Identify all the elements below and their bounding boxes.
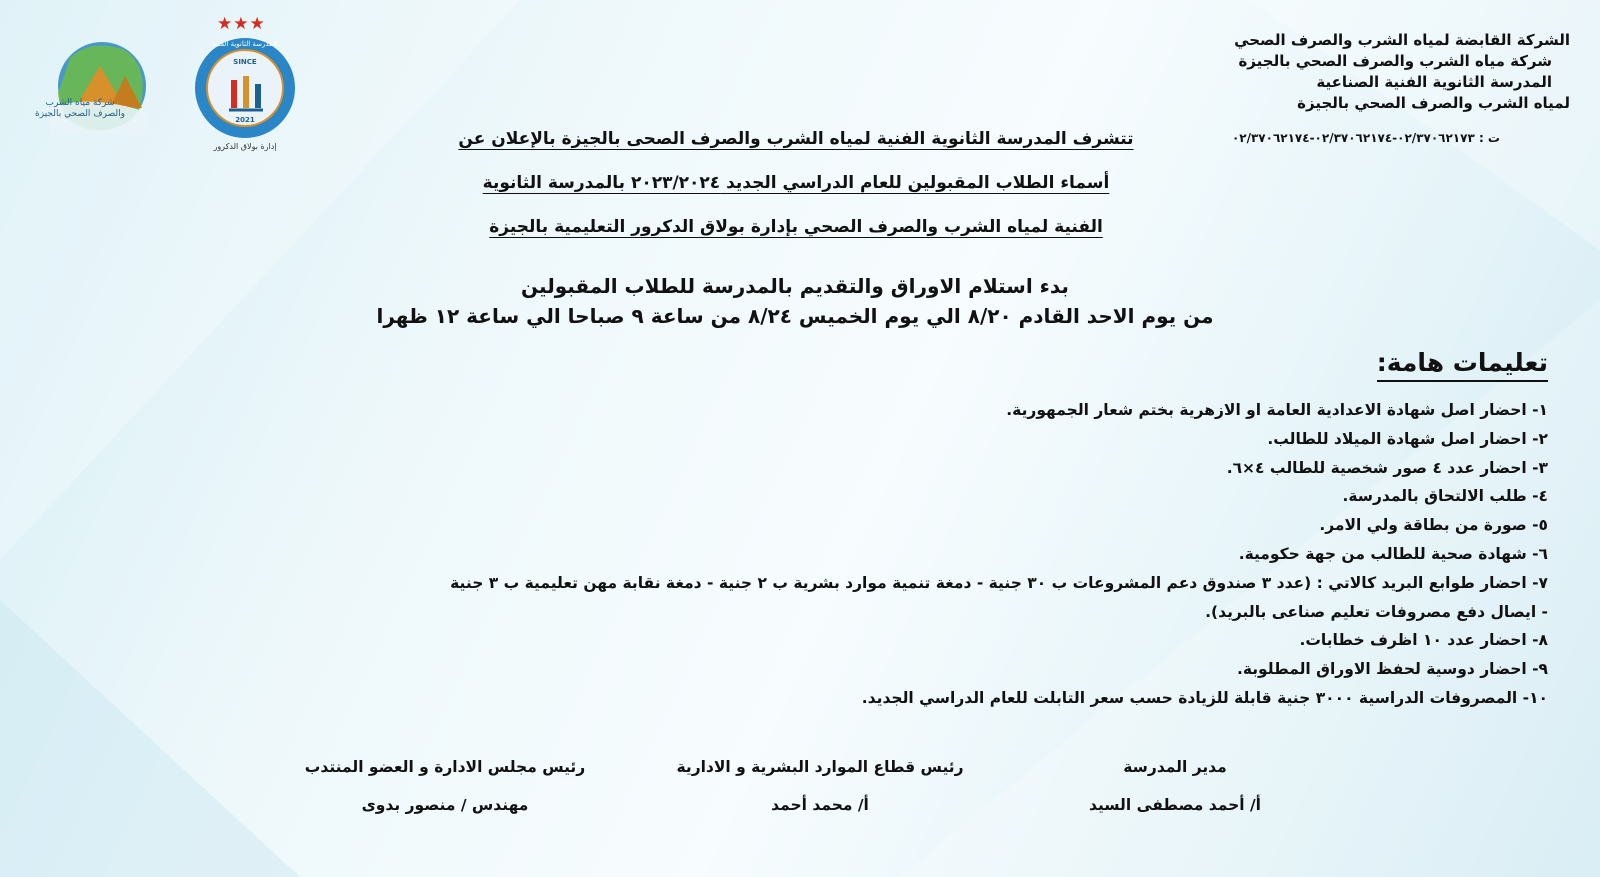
announcement-intro: [440, 128, 1152, 260]
school-logo-year: 2021: [235, 116, 255, 124]
instruction-item: ٥- صورة من بطاقة ولي الامر.: [1319, 516, 1548, 535]
school-emblem-icon: [193, 36, 297, 140]
instructions-title: تعليمات هامة:: [1377, 348, 1548, 382]
holding-company-name: الشركة القابضة لمياه الشرب والصرف الصحي: [1234, 31, 1570, 49]
company-name: شركة مياه الشرب والصرف الصحي بالجيزة: [1238, 52, 1552, 70]
instruction-item: ٣- احضار عدد ٤ صور شخصية للطالب ٤×٦.: [1226, 458, 1548, 477]
school-logo-caption: إدارة بولاق الدكرور: [213, 142, 277, 151]
signature-board-chairman: [285, 756, 605, 816]
school-name-line2: لمياه الشرب والصرف الصحي بالجيزة: [1297, 94, 1570, 112]
instruction-item: ٤- طلب الالتحاق بالمدرسة.: [1342, 487, 1548, 506]
organization-header: [1230, 30, 1570, 149]
school-logo-ring-text: المدرسة الثانوية الفنية: [212, 40, 278, 48]
intro-line-2: أسماء الطلاب المقبولين للعام الدراسي الجديد ٢٠٢٣/٢٠٢٤ بالمدرسة الثانوية: [482, 173, 1110, 193]
instruction-item: ٨- احضار عدد ١٠ اظرف خطابات.: [1299, 631, 1548, 650]
signature-title: رئيس مجلس الادارة و العضو المنتدب: [304, 758, 586, 776]
intro-line-3: الفنية لمياه الشرب والصرف الصحي بإدارة بولاق الدكرور التعليمية بالجيزة: [489, 217, 1103, 237]
signature-hr-head: [660, 756, 980, 816]
instructions-list: [248, 396, 1548, 713]
school-logo-stars: ★★★: [217, 14, 266, 34]
dates-line-2: من يوم الاحد القادم ٨/٢٠ الي يوم الخميس ٨/٢٤ من ساعة ٩ صباحا الي ساعة ١٢ ظهرا: [376, 304, 1214, 328]
company-logo: [30, 38, 162, 134]
signature-title: مدير المدرسة: [1123, 758, 1227, 776]
instruction-item: ٧- احضار طوابع البريد كالاتي : (عدد ٣ صندوق دعم المشروعات ب ٣٠ جنية - دمغة تنمية موارد بشرية ب ٢ جنية - دمغة نقابة مهن تعليمية ب ٣ جنية: [450, 573, 1548, 592]
school-logo: [193, 36, 297, 140]
school-logo-since: SINCE: [233, 58, 257, 66]
instruction-item: ٢- احضار اصل شهادة الميلاد للطالب.: [1267, 429, 1548, 448]
dates-line-1: بدء استلام الاوراق والتقديم بالمدرسة للطلاب المقبولين: [521, 274, 1069, 298]
instruction-item: ٩- احضار دوسية لحفظ الاوراق المطلوبة.: [1236, 660, 1548, 679]
company-logo-text-2: والصرف الصحي بالجيزة: [35, 109, 125, 119]
signature-name: أ/ أحمد مصطفى السيد: [1089, 796, 1261, 814]
phone-numbers: ت : ٠٢/٣٧٠٦٢١٧٣-٠٢/٣٧٠٦٢١٧٤-٠٢/٣٧٠٦٢١٧٤: [1231, 131, 1500, 145]
signature-name: مهندس / منصور بدوى: [361, 796, 529, 814]
school-name: المدرسة الثانوية الفنية الصناعية: [1316, 73, 1552, 91]
company-logo-text-1: شركة مياه الشرب: [45, 98, 115, 108]
instruction-item: ١٠- المصروفات الدراسية ٣٠٠٠ جنية قابلة للزيادة حسب سعر التابلت للعام الدراسي الجديد.: [861, 688, 1548, 707]
instruction-item: ١- احضار اصل شهادة الاعدادية العامة او الازهرية بختم شعار الجمهورية.: [1006, 401, 1548, 419]
submission-dates: [300, 272, 1290, 330]
signature-title: رئيس قطاع الموارد البشرية و الادارية: [676, 758, 964, 776]
instruction-item: ٦- شهادة صحية للطالب من جهة حكومية.: [1238, 544, 1548, 563]
instruction-item: - ايصال دفع مصروفات تعليم صناعى بالبريد).: [1205, 602, 1548, 621]
signature-school-director: [1050, 756, 1300, 816]
intro-line-1: تتشرف المدرسة الثانوية الفنية لمياه الشرب والصرف الصحى بالجيزة بالإعلان عن: [458, 129, 1134, 149]
signature-name: أ/ محمد أحمد: [771, 796, 869, 814]
